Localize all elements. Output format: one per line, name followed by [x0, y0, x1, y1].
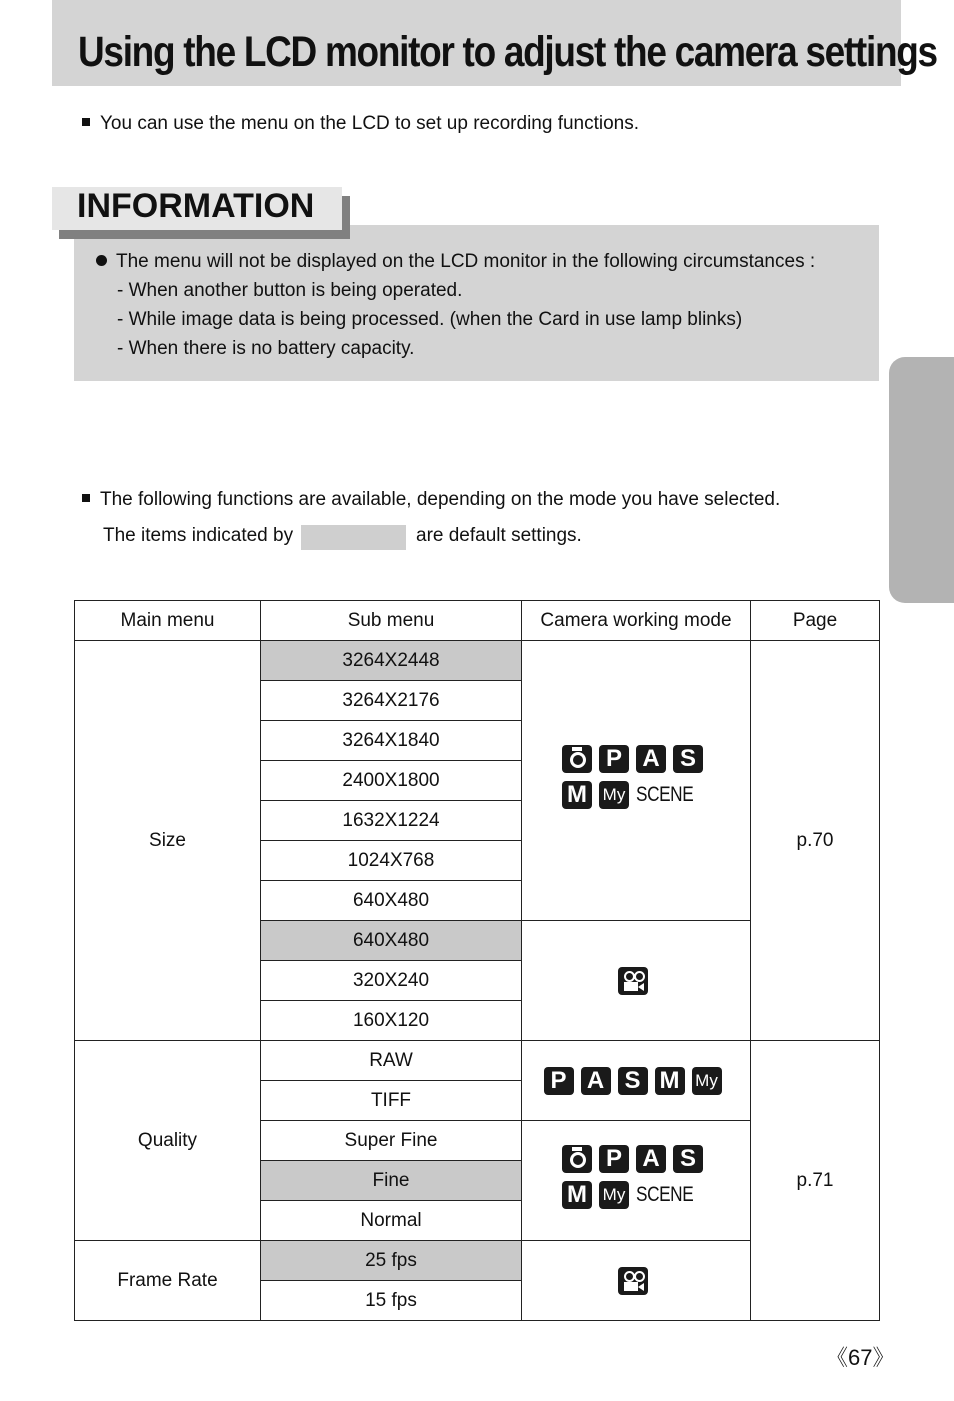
square-bullet-icon [82, 118, 90, 126]
sub-menu-cell: 25 fps [261, 1241, 522, 1281]
sub-menu-cell: 1024X768 [261, 841, 522, 881]
default-setting-swatch [301, 525, 406, 550]
information-label [52, 187, 342, 230]
sub-menu-cell: 2400X1800 [261, 761, 522, 801]
default-note-before: The items indicated by [103, 525, 294, 546]
information-item: - While image data is being processed. (when the Card in use lamp blinks) [117, 309, 743, 330]
sub-menu-cell: 3264X1840 [261, 721, 522, 761]
page-ref-quality: p.71 [751, 1041, 880, 1321]
manual-mode-icon: M [655, 1067, 685, 1095]
program-mode-icon: P [544, 1067, 574, 1095]
title-band [52, 0, 937, 86]
sub-menu-cell: Super Fine [261, 1121, 522, 1161]
mode-cell-movie [522, 921, 751, 1041]
sub-menu-cell: 640X480 [261, 921, 522, 961]
mode-icon-group [562, 1145, 710, 1217]
camera-auto-icon [562, 745, 592, 773]
information-item: - When another button is being operated. [117, 280, 463, 301]
functions-note-text: The following functions are available, depending on the mode you have selected. [100, 489, 781, 510]
table-row [75, 641, 880, 681]
section-side-tab [889, 357, 954, 603]
main-menu-frame-rate: Frame Rate [75, 1241, 261, 1321]
header-camera-working-mode: Camera working mode [522, 601, 751, 641]
information-bullet [96, 251, 815, 273]
aperture-priority-icon: A [636, 745, 666, 773]
aperture-priority-icon: A [581, 1067, 611, 1095]
sub-menu-cell: 3264X2448 [261, 641, 522, 681]
table-header-row [75, 601, 880, 641]
mode-icon-group [522, 1067, 750, 1095]
manual-mode-icon: M [562, 781, 592, 809]
aperture-priority-icon: A [636, 1145, 666, 1173]
header-main-menu: Main menu [75, 601, 261, 641]
information-item: - When there is no battery capacity. [117, 338, 415, 359]
table-row [75, 1041, 880, 1081]
camera-auto-icon [562, 1145, 592, 1173]
program-mode-icon: P [599, 1145, 629, 1173]
sub-menu-cell: Fine [261, 1161, 522, 1201]
mode-icon-group [562, 745, 710, 817]
my-set-icon: My [599, 1181, 629, 1209]
intro-line [82, 113, 639, 135]
program-mode-icon: P [599, 745, 629, 773]
mode-cell-jpeg [522, 1121, 751, 1241]
sub-menu-cell: 15 fps [261, 1281, 522, 1321]
intro-text: You can use the menu on the LCD to set up recording functions. [100, 113, 640, 134]
functions-note-line [82, 489, 780, 511]
shutter-priority-icon: S [673, 1145, 703, 1173]
information-bullet-text: The menu will not be displayed on the LCD monitor in the following circumstances : [116, 251, 816, 272]
sub-menu-cell: TIFF [261, 1081, 522, 1121]
shutter-priority-icon: S [673, 745, 703, 773]
sub-menu-cell: 160X120 [261, 1001, 522, 1041]
sub-menu-cell: 3264X2176 [261, 681, 522, 721]
my-set-icon: My [599, 781, 629, 809]
scene-mode-label: SCENE [636, 782, 694, 806]
default-note-after: are default settings. [416, 525, 582, 546]
header-sub-menu: Sub menu [261, 601, 522, 641]
page-ref-size: p.70 [751, 641, 880, 1041]
sub-menu-cell: 1632X1224 [261, 801, 522, 841]
main-menu-size: Size [75, 641, 261, 1041]
main-menu-quality: Quality [75, 1041, 261, 1241]
manual-mode-icon: M [562, 1181, 592, 1209]
sub-menu-cell: 320X240 [261, 961, 522, 1001]
mode-cell-frame-rate [522, 1241, 751, 1321]
menu-settings-table [74, 600, 880, 1321]
round-bullet-icon [96, 255, 107, 266]
information-label-text: INFORMATION [77, 187, 315, 225]
movie-clip-icon [618, 967, 648, 995]
page-title: Using the LCD monitor to adjust the camera settings [78, 28, 937, 76]
sub-menu-cell: RAW [261, 1041, 522, 1081]
mode-cell-still [522, 641, 751, 921]
mode-cell-raw-tiff [522, 1041, 751, 1121]
square-bullet-icon [82, 494, 90, 502]
header-page: Page [751, 601, 880, 641]
scene-mode-label: SCENE [636, 1182, 694, 1206]
my-set-icon: My [692, 1067, 722, 1095]
movie-clip-icon [618, 1267, 648, 1295]
sub-menu-cell: 640X480 [261, 881, 522, 921]
sub-menu-cell: Normal [261, 1201, 522, 1241]
shutter-priority-icon: S [618, 1067, 648, 1095]
page-number: 《67》 [826, 1345, 895, 1370]
